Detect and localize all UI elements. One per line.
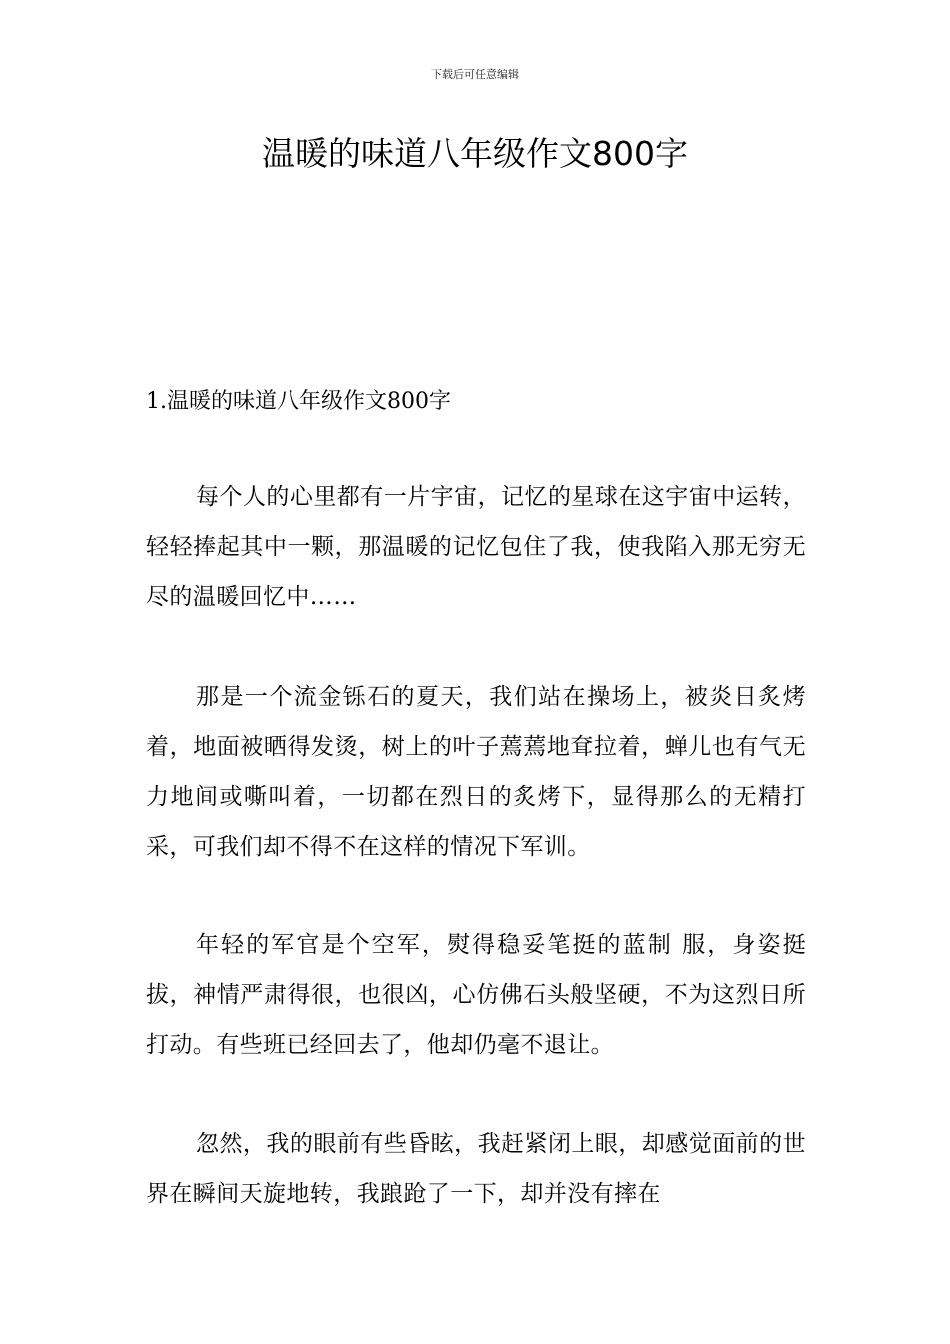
header-note: 下载后可任意编辑 bbox=[431, 68, 519, 81]
body-paragraph-4: 忽然，我的眼前有些昏眩，我赶紧闭上眼，却感觉面前的世界在瞬间天旋地转，我踉跄了一下，却并没有摔在 bbox=[146, 1131, 806, 1207]
body-paragraph-1: 每个人的心里都有一片宇宙，记忆的星球在这宇宙中运转，轻轻捧起其中一颗，那温暖的记忆包住了我，使我陷入那无穷无尽的温暖回忆中…… bbox=[146, 484, 806, 610]
document-title: 温暖的味道八年级作文800字 bbox=[262, 134, 688, 173]
body-paragraph-3: 年轻的军官是个空军，熨得稳妥笔挺的蓝制 服，身姿挺拔，神情严肃得很，也很凶，心仿佛石头般坚硬，不为这烈日所打动。有些班已经回去了，他却仍毫不退让。 bbox=[146, 932, 806, 1058]
body-paragraph-2: 那是一个流金铄石的夏天，我们站在操场上，被炎日炙烤着，地面被晒得发烫，树上的叶子蔫蔫地耷拉着，蝉儿也有气无力地间或嘶叫着，一切都在烈日的炙烤下，显得那么的无精打采，可我们却不得不在这样的情况下军训。 bbox=[146, 684, 806, 860]
section-heading: 1.温暖的味道八年级作文800字 bbox=[146, 389, 451, 414]
